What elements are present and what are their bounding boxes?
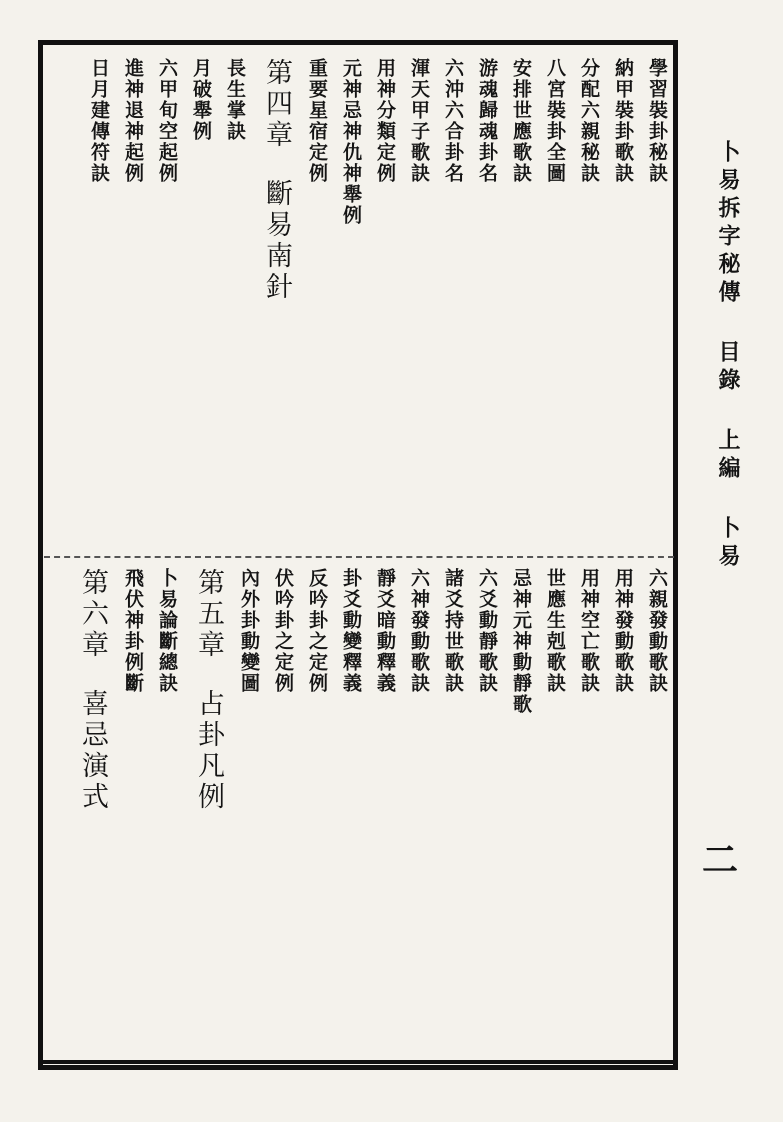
toc-entry[interactable]: 靜爻暗動釋義 [374,568,396,694]
toc-entry[interactable]: 游魂歸魂卦名 [476,58,498,184]
toc-entry[interactable]: 伏吟卦之定例 [272,568,294,694]
chapter-label: 第四章 [261,58,292,151]
toc-entry[interactable]: 六沖六合卦名 [442,58,464,184]
toc-entry[interactable]: 渾天甲子歌訣 [408,58,430,184]
frame-bottom-rule [38,1060,678,1064]
chapter-title: 斷易南針 [261,179,292,303]
chapter-title: 占卦凡例 [193,689,224,813]
chapter-label: 第五章 [193,568,224,661]
running-title: 卜易拆字秘傳 目錄 上編 卜易 [715,140,741,572]
toc-entry[interactable]: 卦爻動變釋義 [340,568,362,694]
toc-entry[interactable]: 八宮裝卦全圖 [544,58,566,184]
toc-entry[interactable]: 安排世應歌訣 [510,58,532,184]
toc-entry[interactable]: 月破舉例 [190,58,212,142]
toc-entry[interactable]: 日月建傳符訣 [88,58,110,184]
toc-entry[interactable]: 納甲裝卦歌訣 [612,58,634,184]
toc-entry[interactable]: 學習裝卦秘訣 [646,58,668,184]
toc-entry[interactable]: 分配六親秘訣 [578,58,600,184]
toc-entry[interactable]: 用神空亡歌訣 [578,568,600,694]
chapter-heading[interactable] [184,568,232,1048]
section-divider [44,556,674,558]
page-number: 二 [701,839,738,881]
toc-entry[interactable]: 世應生剋歌訣 [544,568,566,694]
toc-entry[interactable]: 用神分類定例 [374,58,396,184]
toc-entry[interactable]: 飛伏神卦例斷 [122,568,144,694]
toc-entry[interactable]: 長生掌訣 [224,58,246,142]
toc-entry[interactable]: 卜易論斷總訣 [156,568,178,694]
chapter-heading[interactable] [252,58,300,548]
toc-entry[interactable]: 六神發動歌訣 [408,568,430,694]
toc-entry[interactable]: 用神發動歌訣 [612,568,634,694]
toc-entry[interactable]: 六甲旬空起例 [156,58,178,184]
toc-bottom-panel [44,568,674,1048]
toc-entry[interactable]: 進神退神起例 [122,58,144,184]
chapter-heading[interactable] [68,568,116,1048]
toc-entry[interactable]: 忌神元神動靜歌 [510,568,532,715]
chapter-label: 第六章 [77,568,108,661]
toc-entry[interactable]: 重要星宿定例 [306,58,328,184]
toc-entry[interactable]: 反吟卦之定例 [306,568,328,694]
chapter-title: 喜忌演式 [77,689,108,813]
toc-entry[interactable]: 內外卦動變圖 [238,568,260,694]
toc-entry[interactable]: 六親發動歌訣 [646,568,668,694]
toc-entry[interactable]: 六爻動靜歌訣 [476,568,498,694]
toc-entry[interactable]: 諸爻持世歌訣 [442,568,464,694]
toc-top-panel [44,58,674,548]
toc-entry[interactable]: 元神忌神仇神舉例 [340,58,362,226]
